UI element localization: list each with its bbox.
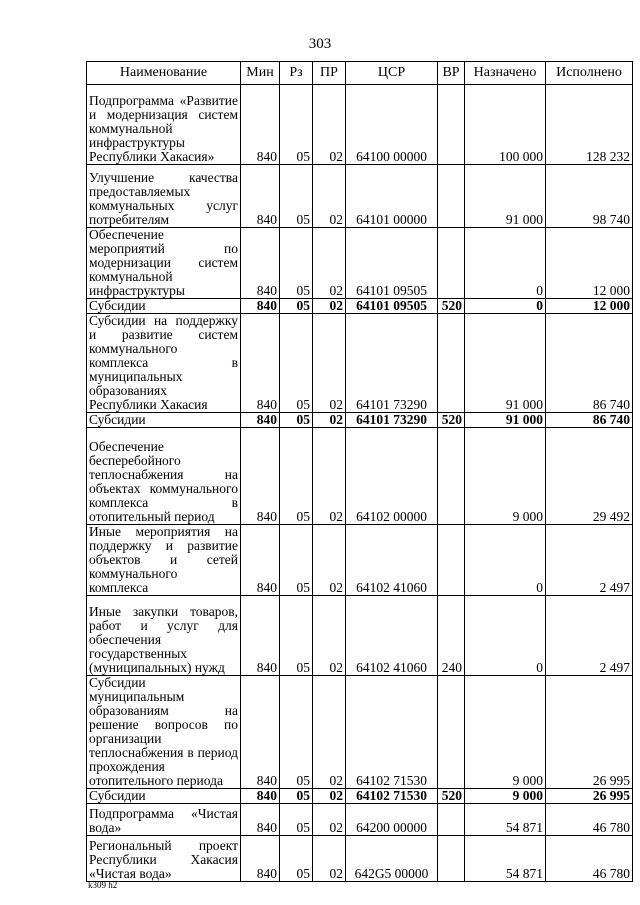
row-assigned: 0 — [465, 525, 546, 596]
row-min: 840 — [241, 525, 280, 596]
row-executed: 29 492 — [546, 428, 633, 525]
row-executed: 86 740 — [546, 413, 633, 428]
row-assigned: 100 000 — [465, 85, 546, 165]
row-vr: 520 — [438, 413, 465, 428]
row-assigned: 91 000 — [465, 413, 546, 428]
table-row — [87, 413, 633, 428]
row-pr: 02 — [313, 299, 346, 314]
budget-table — [86, 61, 633, 882]
row-rz: 05 — [280, 804, 313, 836]
row-name: Субсидии — [87, 789, 241, 804]
row-min: 840 — [241, 428, 280, 525]
header-name: Наименование — [87, 62, 241, 85]
row-rz: 05 — [280, 596, 313, 676]
row-name: Подпрограмма «Развитие и модернизация систем коммунальной инфраструктуры Республики Хакасия» — [87, 85, 241, 165]
row-assigned: 0 — [465, 228, 546, 299]
row-pr: 02 — [313, 804, 346, 836]
row-vr — [438, 165, 465, 228]
row-csr: 64102 41060 — [346, 596, 438, 676]
row-executed: 98 740 — [546, 165, 633, 228]
row-rz: 05 — [280, 676, 313, 789]
row-name: Субсидии муниципальным образованиям на решение вопросов по организации теплоснабжения в период прохождения отопительного периода — [87, 676, 241, 789]
row-rz: 05 — [280, 299, 313, 314]
table-row — [87, 836, 633, 882]
row-assigned: 54 871 — [465, 804, 546, 836]
row-rz: 05 — [280, 228, 313, 299]
row-executed: 26 995 — [546, 789, 633, 804]
row-vr — [438, 228, 465, 299]
row-assigned: 9 000 — [465, 428, 546, 525]
row-name: Субсидии — [87, 299, 241, 314]
table-row — [87, 804, 633, 836]
row-executed: 46 780 — [546, 804, 633, 836]
row-executed: 12 000 — [546, 299, 633, 314]
row-vr: 520 — [438, 789, 465, 804]
row-executed: 2 497 — [546, 525, 633, 596]
table-row — [87, 165, 633, 228]
row-min: 840 — [241, 804, 280, 836]
table-row — [87, 676, 633, 789]
row-executed: 2 497 — [546, 596, 633, 676]
row-pr: 02 — [313, 314, 346, 413]
row-min: 840 — [241, 789, 280, 804]
header-min: Мин — [241, 62, 280, 85]
table-row — [87, 428, 633, 525]
row-executed: 86 740 — [546, 314, 633, 413]
table-row — [87, 85, 633, 165]
header-pr: ПР — [313, 62, 346, 85]
row-name: Улучшение качества предоставляемых коммунальных услуг потребителям — [87, 165, 241, 228]
row-csr: 64102 00000 — [346, 428, 438, 525]
row-pr: 02 — [313, 85, 346, 165]
row-rz: 05 — [280, 428, 313, 525]
row-rz: 05 — [280, 525, 313, 596]
row-csr: 64101 73290 — [346, 314, 438, 413]
row-rz: 05 — [280, 85, 313, 165]
row-rz: 05 — [280, 836, 313, 882]
row-vr — [438, 85, 465, 165]
table-row — [87, 299, 633, 314]
row-vr — [438, 525, 465, 596]
row-rz: 05 — [280, 413, 313, 428]
table-row — [87, 228, 633, 299]
row-pr: 02 — [313, 428, 346, 525]
row-assigned: 91 000 — [465, 165, 546, 228]
footer-code: k309 h2 — [88, 880, 118, 890]
row-vr — [438, 428, 465, 525]
row-rz: 05 — [280, 165, 313, 228]
row-vr — [438, 804, 465, 836]
row-pr: 02 — [313, 525, 346, 596]
row-name: Обеспечение мероприятий по модернизации систем коммунальной инфраструктуры — [87, 228, 241, 299]
row-name: Иные мероприятия на поддержку и развитие объектов и сетей коммунального комплекса — [87, 525, 241, 596]
row-name: Обеспечение бесперебойного теплоснабжения на объектах коммунального комплекса в отопительный период — [87, 428, 241, 525]
row-csr: 64200 00000 — [346, 804, 438, 836]
row-pr: 02 — [313, 413, 346, 428]
header-assigned: Назначено — [465, 62, 546, 85]
row-pr: 02 — [313, 836, 346, 882]
row-csr: 64102 41060 — [346, 525, 438, 596]
row-csr: 642G5 00000 — [346, 836, 438, 882]
row-pr: 02 — [313, 789, 346, 804]
row-assigned: 9 000 — [465, 789, 546, 804]
row-csr: 64101 09505 — [346, 299, 438, 314]
row-csr: 64102 71530 — [346, 789, 438, 804]
header-row — [87, 62, 633, 85]
row-name: Иные закупки товаров, работ и услуг для обеспечения государственных (муниципальных) нужд — [87, 596, 241, 676]
row-min: 840 — [241, 836, 280, 882]
row-name: Региональный проект Республики Хакасия «Чистая вода» — [87, 836, 241, 882]
row-pr: 02 — [313, 165, 346, 228]
row-rz: 05 — [280, 314, 313, 413]
row-name: Подпрограмма «Чистая вода» — [87, 804, 241, 836]
row-min: 840 — [241, 413, 280, 428]
table-row — [87, 596, 633, 676]
row-executed: 128 232 — [546, 85, 633, 165]
row-vr: 520 — [438, 299, 465, 314]
row-csr: 64101 09505 — [346, 228, 438, 299]
row-executed: 46 780 — [546, 836, 633, 882]
row-pr: 02 — [313, 596, 346, 676]
row-vr — [438, 676, 465, 789]
header-csr: ЦСР — [346, 62, 438, 85]
row-min: 840 — [241, 165, 280, 228]
row-executed: 12 000 — [546, 228, 633, 299]
row-csr: 64100 00000 — [346, 85, 438, 165]
row-min: 840 — [241, 228, 280, 299]
row-pr: 02 — [313, 228, 346, 299]
row-assigned: 54 871 — [465, 836, 546, 882]
row-assigned: 91 000 — [465, 314, 546, 413]
row-min: 840 — [241, 596, 280, 676]
row-min: 840 — [241, 85, 280, 165]
row-csr: 64101 73290 — [346, 413, 438, 428]
row-pr: 02 — [313, 676, 346, 789]
header-rz: Рз — [280, 62, 313, 85]
row-assigned: 0 — [465, 299, 546, 314]
header-executed: Исполнено — [546, 62, 633, 85]
row-csr: 64102 71530 — [346, 676, 438, 789]
page-number: 303 — [308, 36, 332, 52]
row-rz: 05 — [280, 789, 313, 804]
table-row — [87, 789, 633, 804]
table-row — [87, 314, 633, 413]
header-vr: ВР — [438, 62, 465, 85]
row-min: 840 — [241, 299, 280, 314]
row-min: 840 — [241, 676, 280, 789]
row-executed: 26 995 — [546, 676, 633, 789]
row-name: Субсидии на поддержку и развитие систем коммунального комплекса в муниципальных образованиях Республики Хакасия — [87, 314, 241, 413]
row-csr: 64101 00000 — [346, 165, 438, 228]
table-row — [87, 525, 633, 596]
row-vr — [438, 314, 465, 413]
row-vr — [438, 836, 465, 882]
row-assigned: 0 — [465, 596, 546, 676]
row-min: 840 — [241, 314, 280, 413]
row-assigned: 9 000 — [465, 676, 546, 789]
row-vr: 240 — [438, 596, 465, 676]
row-name: Субсидии — [87, 413, 241, 428]
